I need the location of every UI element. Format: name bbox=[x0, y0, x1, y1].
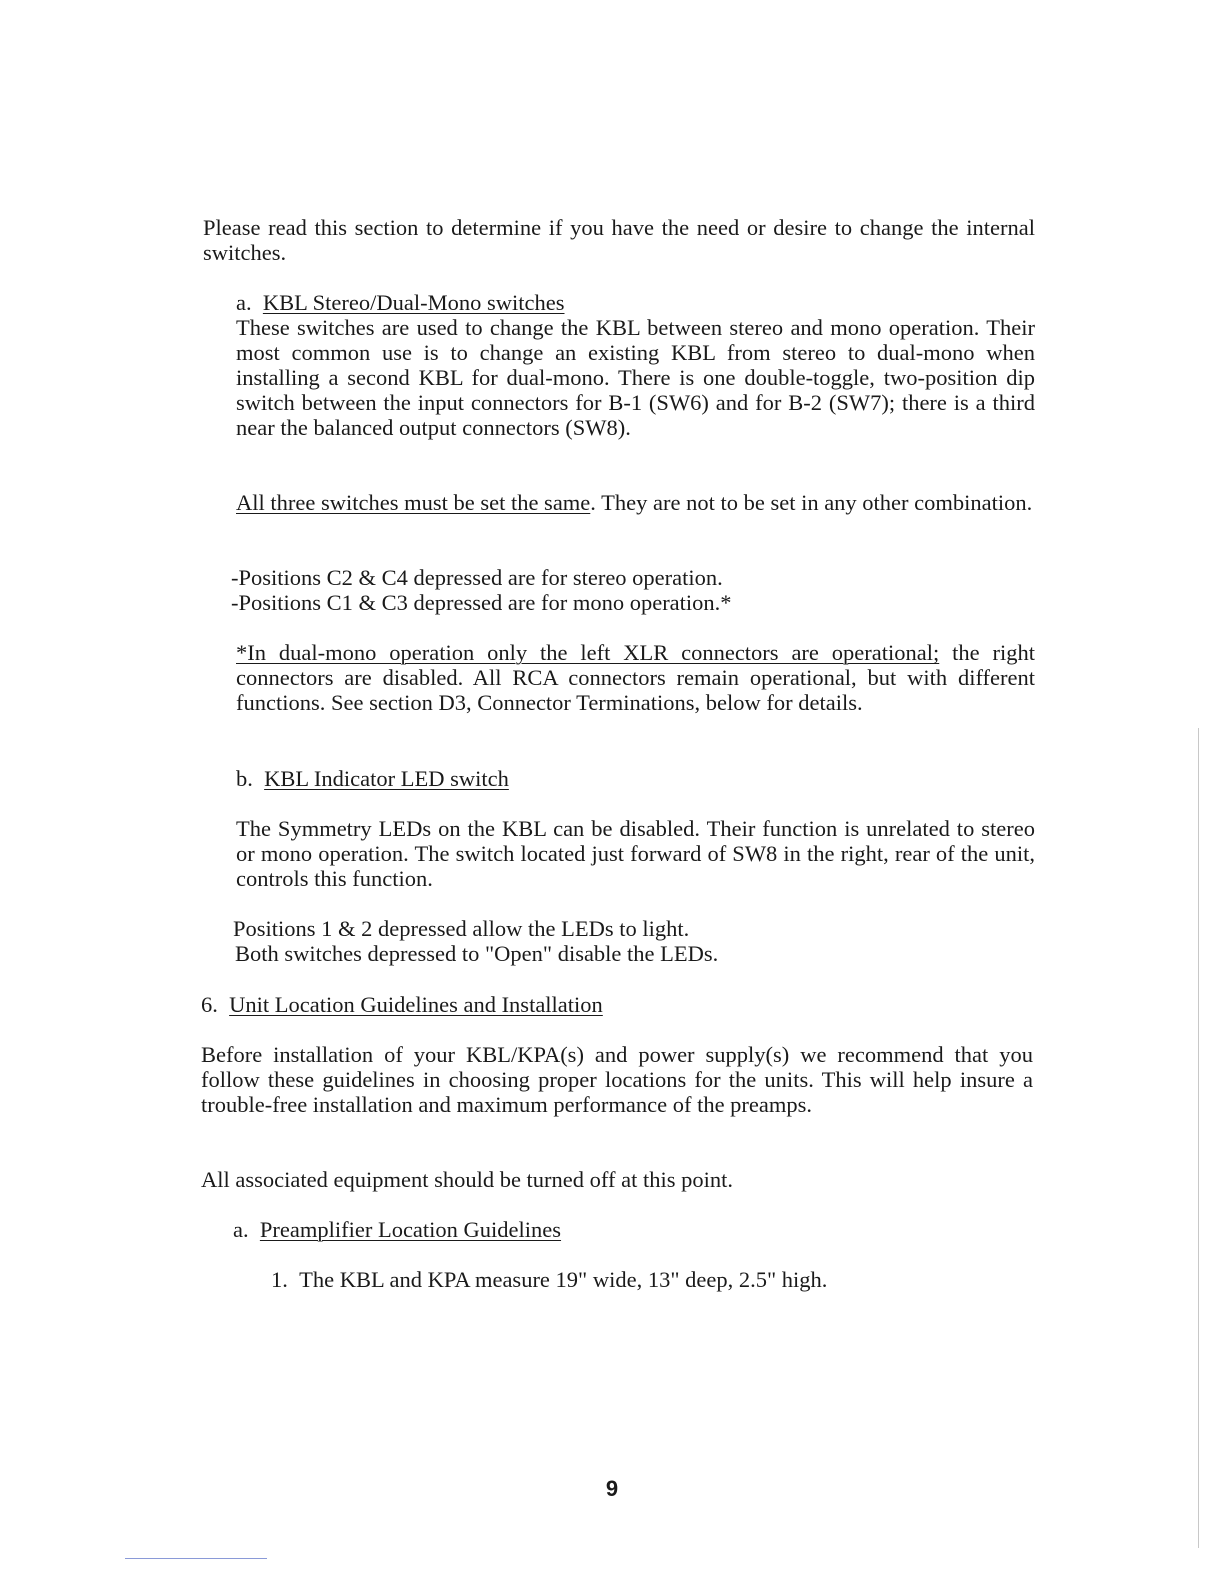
scan-edge-line bbox=[1198, 728, 1199, 1548]
scan-footer-line bbox=[125, 1558, 267, 1559]
section-a-rule bbox=[236, 490, 1035, 515]
section-a-title: KBL Stereo/Dual-Mono switches bbox=[262, 290, 565, 315]
rule-underlined-text: All three switches must be set the same bbox=[236, 490, 591, 515]
list-item-number: 1. bbox=[271, 1267, 288, 1292]
section-6-marker: 6. bbox=[201, 992, 218, 1017]
section-b-body: The Symmetry LEDs on the KBL can be disabled. Their function is unrelated to stereo or mono operation. The switch located just forward of SW8 in the right, rear of the unit, controls this function. bbox=[236, 816, 1035, 891]
section-6-body: Before installation of your KBL/KPA(s) and power supply(s) we recommend that you follow these guidelines in choosing proper locations for the units. This will help insure a trouble-free installation and maximum performance of the preamps. bbox=[201, 1042, 1033, 1117]
rule-rest-text: . They are not to be set in any other combination. bbox=[590, 490, 1033, 515]
note-underlined-text: *In dual-mono operation only the left XLR connectors are operational; bbox=[236, 640, 940, 665]
note-rest-text: the right connectors are disabled. All RCA connectors remain operational, but with different functions. See section D3, Connector Terminations, below for details. bbox=[236, 640, 1036, 715]
section-6-heading bbox=[201, 992, 1001, 1017]
intro-paragraph: Please read this section to determine if you have the need or desire to change the internal switches. bbox=[203, 215, 1035, 265]
subsection-a-marker: a. bbox=[233, 1217, 249, 1242]
section-b-title: KBL Indicator LED switch bbox=[264, 766, 509, 791]
section-a-body: These switches are used to change the KBL between stereo and mono operation. Their most common use is to change an existing KBL from stereo to dual-mono when installing a second KBL for dual-mono. There is one double-toggle, two-position dip switch between the input connectors for B-1 (SW6) and for B-2 (SW7); there is a third near the balanced output connectors (SW8). bbox=[236, 315, 1035, 440]
power-note: All associated equipment should be turned off at this point. bbox=[201, 1167, 733, 1192]
page-number: 9 bbox=[605, 1476, 619, 1501]
list-item-text: The KBL and KPA measure 19" wide, 13" deep, 2.5" high. bbox=[299, 1267, 828, 1292]
list-item bbox=[271, 1267, 1031, 1292]
section-a-marker: a. bbox=[236, 290, 252, 315]
section-a-heading bbox=[236, 290, 1036, 315]
section-6-title: Unit Location Guidelines and Installation bbox=[229, 992, 603, 1017]
subsection-a-title: Preamplifier Location Guidelines bbox=[259, 1217, 562, 1242]
subsection-a-heading bbox=[233, 1217, 1033, 1242]
position-light: Positions 1 & 2 depressed allow the LEDs to light. bbox=[233, 916, 690, 941]
position-mono: -Positions C1 & C3 depressed are for mono operation.* bbox=[231, 590, 732, 615]
section-a-note bbox=[236, 640, 1035, 715]
section-b-heading bbox=[236, 766, 1036, 791]
position-stereo: -Positions C2 & C4 depressed are for stereo operation. bbox=[231, 565, 723, 590]
section-b-marker: b. bbox=[236, 766, 253, 791]
position-disable: Both switches depressed to "Open" disable the LEDs. bbox=[235, 941, 719, 966]
